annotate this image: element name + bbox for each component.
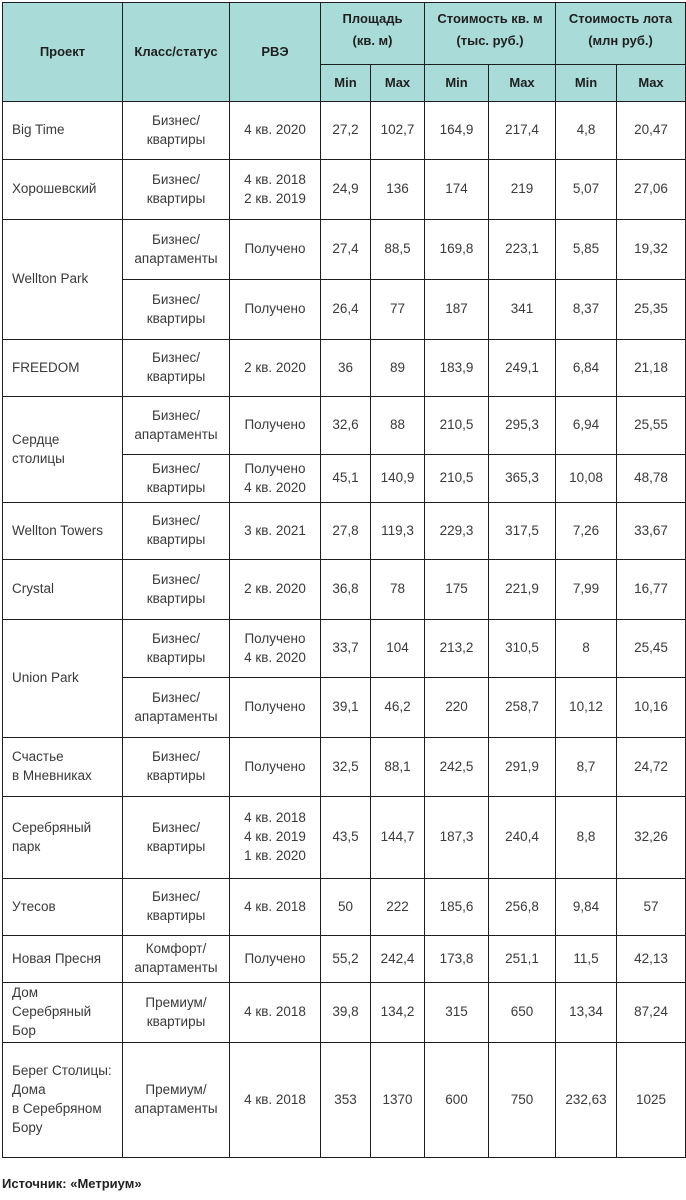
lot-max-cell: 25,55 (617, 397, 686, 455)
area-min-cell: 50 (321, 879, 371, 936)
sqm-max-cell: 341 (489, 280, 556, 340)
lot-min-cell: 9,84 (556, 879, 617, 936)
sqm-min-cell: 229,3 (425, 503, 489, 560)
rve-cell: Получено 4 кв. 2020 (230, 455, 321, 503)
class-status-cell: Премиум/ квартиры (123, 983, 230, 1043)
area-max-cell: 88,5 (371, 220, 425, 280)
area-max-cell: 1370 (371, 1043, 425, 1158)
rve-cell: Получено (230, 220, 321, 280)
project-name-cell: Union Park (3, 620, 123, 738)
project-name-cell: Big Time (3, 102, 123, 160)
lot-min-cell: 13,34 (556, 983, 617, 1043)
header-lot-max: Max (617, 65, 686, 102)
area-max-cell: 134,2 (371, 983, 425, 1043)
area-min-cell: 45,1 (321, 455, 371, 503)
lot-min-cell: 7,26 (556, 503, 617, 560)
sqm-max-cell: 295,3 (489, 397, 556, 455)
area-min-cell: 33,7 (321, 620, 371, 678)
lot-min-cell: 8,37 (556, 280, 617, 340)
sqm-max-cell: 251,1 (489, 936, 556, 983)
header-rve: РВЭ (230, 3, 321, 102)
lot-min-cell: 6,94 (556, 397, 617, 455)
lot-min-cell: 5,85 (556, 220, 617, 280)
area-max-cell: 78 (371, 560, 425, 620)
price-table (2, 2, 686, 1158)
area-min-cell: 39,1 (321, 678, 371, 738)
source-note: Источник: «Метриум» (2, 1176, 142, 1191)
header-project: Проект (3, 3, 123, 102)
lot-min-cell: 11,5 (556, 936, 617, 983)
lot-max-cell: 25,45 (617, 620, 686, 678)
table-row (3, 983, 686, 1043)
header-price-sqm: Стоимость кв. м (тыс. руб.) (425, 3, 556, 65)
area-max-cell: 104 (371, 620, 425, 678)
sqm-max-cell: 240,4 (489, 797, 556, 879)
sqm-min-cell: 164,9 (425, 102, 489, 160)
project-name-cell: Хорошевский (3, 160, 123, 220)
area-min-cell: 55,2 (321, 936, 371, 983)
rve-cell: 2 кв. 2020 (230, 340, 321, 397)
sqm-max-cell: 258,7 (489, 678, 556, 738)
sqm-max-cell: 249,1 (489, 340, 556, 397)
sqm-min-cell: 175 (425, 560, 489, 620)
class-status-cell: Бизнес/ квартиры (123, 503, 230, 560)
class-status-cell: Бизнес/ апартаменты (123, 678, 230, 738)
area-max-cell: 222 (371, 879, 425, 936)
table-header (3, 3, 686, 102)
rve-cell: Получено (230, 678, 321, 738)
area-max-cell: 140,9 (371, 455, 425, 503)
header-class-status: Класс/статус (123, 3, 230, 102)
lot-max-cell: 10,16 (617, 678, 686, 738)
lot-max-cell: 33,67 (617, 503, 686, 560)
table-row (3, 936, 686, 983)
area-max-cell: 136 (371, 160, 425, 220)
project-name-cell: Берег Столицы: Дома в Серебряном Бору (3, 1043, 123, 1158)
sqm-min-cell: 315 (425, 983, 489, 1043)
class-status-cell: Бизнес/ квартиры (123, 102, 230, 160)
rve-cell: 4 кв. 2020 (230, 102, 321, 160)
lot-max-cell: 57 (617, 879, 686, 936)
project-name-cell: Новая Пресня (3, 936, 123, 983)
area-max-cell: 102,7 (371, 102, 425, 160)
rve-cell: 4 кв. 2018 (230, 879, 321, 936)
rve-cell: 4 кв. 2018 (230, 983, 321, 1043)
area-max-cell: 89 (371, 340, 425, 397)
rve-cell: Получено (230, 936, 321, 983)
project-name-cell: Crystal (3, 560, 123, 620)
table-row (3, 1043, 686, 1158)
rve-cell: 3 кв. 2021 (230, 503, 321, 560)
project-name-cell: Дом Серебряный Бор (3, 983, 123, 1043)
project-name-cell: Wellton Park (3, 220, 123, 340)
class-status-cell: Бизнес/ квартиры (123, 280, 230, 340)
lot-max-cell: 25,35 (617, 280, 686, 340)
table-row (3, 397, 686, 455)
header-sqm-max: Max (489, 65, 556, 102)
area-max-cell: 88,1 (371, 738, 425, 797)
sqm-min-cell: 600 (425, 1043, 489, 1158)
area-max-cell: 77 (371, 280, 425, 340)
table-row (3, 797, 686, 879)
area-min-cell: 32,6 (321, 397, 371, 455)
area-min-cell: 27,8 (321, 503, 371, 560)
lot-max-cell: 42,13 (617, 936, 686, 983)
sqm-min-cell: 213,2 (425, 620, 489, 678)
area-min-cell: 24,9 (321, 160, 371, 220)
sqm-max-cell: 750 (489, 1043, 556, 1158)
class-status-cell: Премиум/ апартаменты (123, 1043, 230, 1158)
rve-cell: 4 кв. 2018 (230, 1043, 321, 1158)
area-min-cell: 39,8 (321, 983, 371, 1043)
lot-min-cell: 8,7 (556, 738, 617, 797)
sqm-max-cell: 317,5 (489, 503, 556, 560)
rve-cell: 2 кв. 2020 (230, 560, 321, 620)
sqm-max-cell: 256,8 (489, 879, 556, 936)
sqm-max-cell: 291,9 (489, 738, 556, 797)
class-status-cell: Бизнес/ квартиры (123, 879, 230, 936)
lot-min-cell: 8,8 (556, 797, 617, 879)
class-status-cell: Бизнес/ квартиры (123, 797, 230, 879)
sqm-max-cell: 219 (489, 160, 556, 220)
sqm-min-cell: 185,6 (425, 879, 489, 936)
sqm-min-cell: 210,5 (425, 455, 489, 503)
lot-max-cell: 32,26 (617, 797, 686, 879)
lot-min-cell: 6,84 (556, 340, 617, 397)
class-status-cell: Бизнес/ квартиры (123, 340, 230, 397)
table-row (3, 160, 686, 220)
table-row (3, 738, 686, 797)
area-min-cell: 32,5 (321, 738, 371, 797)
sqm-max-cell: 217,4 (489, 102, 556, 160)
rve-cell: Получено (230, 397, 321, 455)
lot-max-cell: 48,78 (617, 455, 686, 503)
sqm-min-cell: 220 (425, 678, 489, 738)
lot-min-cell: 8 (556, 620, 617, 678)
header-lot-min: Min (556, 65, 617, 102)
lot-max-cell: 21,18 (617, 340, 686, 397)
lot-min-cell: 5,07 (556, 160, 617, 220)
sqm-min-cell: 183,9 (425, 340, 489, 397)
project-name-cell: Wellton Towers (3, 503, 123, 560)
rve-cell: 4 кв. 2018 4 кв. 2019 1 кв. 2020 (230, 797, 321, 879)
sqm-min-cell: 187,3 (425, 797, 489, 879)
area-min-cell: 36 (321, 340, 371, 397)
lot-min-cell: 7,99 (556, 560, 617, 620)
sqm-max-cell: 365,3 (489, 455, 556, 503)
sqm-min-cell: 187 (425, 280, 489, 340)
header-sqm-min: Min (425, 65, 489, 102)
header-area-max: Max (371, 65, 425, 102)
sqm-min-cell: 242,5 (425, 738, 489, 797)
class-status-cell: Бизнес/ апартаменты (123, 220, 230, 280)
table-row (3, 102, 686, 160)
table-row (3, 340, 686, 397)
sqm-min-cell: 173,8 (425, 936, 489, 983)
class-status-cell: Бизнес/ квартиры (123, 455, 230, 503)
lot-max-cell: 19,32 (617, 220, 686, 280)
class-status-cell: Бизнес/ квартиры (123, 738, 230, 797)
lot-min-cell: 4,8 (556, 102, 617, 160)
rve-cell: Получено 4 кв. 2020 (230, 620, 321, 678)
table-row (3, 560, 686, 620)
header-lot-price: Стоимость лота (млн руб.) (556, 3, 686, 65)
table-row (3, 503, 686, 560)
lot-max-cell: 16,77 (617, 560, 686, 620)
header-area-min: Min (321, 65, 371, 102)
table-body (3, 102, 686, 1158)
lot-min-cell: 10,08 (556, 455, 617, 503)
class-status-cell: Комфорт/ апартаменты (123, 936, 230, 983)
table-row (3, 879, 686, 936)
area-max-cell: 144,7 (371, 797, 425, 879)
sqm-max-cell: 310,5 (489, 620, 556, 678)
area-min-cell: 43,5 (321, 797, 371, 879)
sqm-max-cell: 223,1 (489, 220, 556, 280)
project-name-cell: Утесов (3, 879, 123, 936)
area-min-cell: 353 (321, 1043, 371, 1158)
project-name-cell: Сердце столицы (3, 397, 123, 503)
lot-min-cell: 232,63 (556, 1043, 617, 1158)
rve-cell: Получено (230, 738, 321, 797)
class-status-cell: Бизнес/ квартиры (123, 160, 230, 220)
class-status-cell: Бизнес/ квартиры (123, 620, 230, 678)
area-min-cell: 36,8 (321, 560, 371, 620)
area-min-cell: 27,2 (321, 102, 371, 160)
area-max-cell: 119,3 (371, 503, 425, 560)
class-status-cell: Бизнес/ апартаменты (123, 397, 230, 455)
lot-max-cell: 87,24 (617, 983, 686, 1043)
project-name-cell: Счастье в Мневниках (3, 738, 123, 797)
lot-max-cell: 20,47 (617, 102, 686, 160)
lot-max-cell: 1025 (617, 1043, 686, 1158)
table-row (3, 220, 686, 280)
lot-max-cell: 27,06 (617, 160, 686, 220)
sqm-max-cell: 650 (489, 983, 556, 1043)
sqm-min-cell: 169,8 (425, 220, 489, 280)
rve-cell: Получено (230, 280, 321, 340)
sqm-max-cell: 221,9 (489, 560, 556, 620)
header-area: Площадь (кв. м) (321, 3, 425, 65)
project-name-cell: FREEDOM (3, 340, 123, 397)
rve-cell: 4 кв. 2018 2 кв. 2019 (230, 160, 321, 220)
area-min-cell: 26,4 (321, 280, 371, 340)
table-row (3, 620, 686, 678)
area-max-cell: 242,4 (371, 936, 425, 983)
lot-min-cell: 10,12 (556, 678, 617, 738)
sqm-min-cell: 174 (425, 160, 489, 220)
project-name-cell: Серебряный парк (3, 797, 123, 879)
area-max-cell: 88 (371, 397, 425, 455)
area-max-cell: 46,2 (371, 678, 425, 738)
area-min-cell: 27,4 (321, 220, 371, 280)
lot-max-cell: 24,72 (617, 738, 686, 797)
sqm-min-cell: 210,5 (425, 397, 489, 455)
class-status-cell: Бизнес/ квартиры (123, 560, 230, 620)
